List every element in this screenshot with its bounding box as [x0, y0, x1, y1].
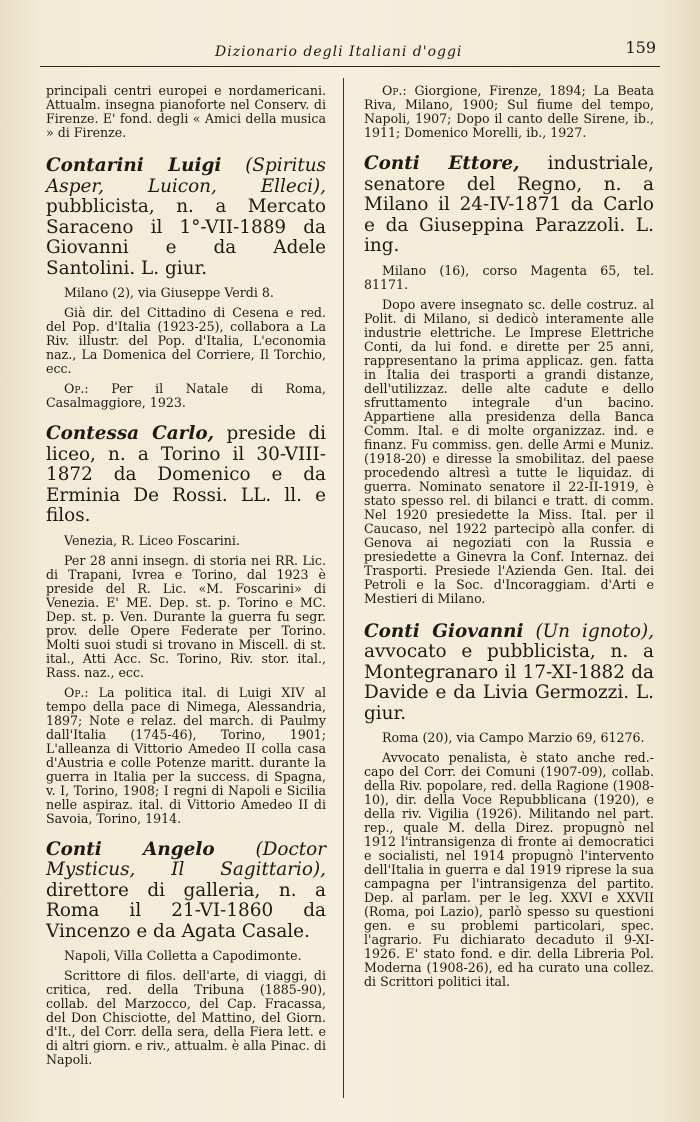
entry-description: avvocato e pubblicista, n. a Montegranaro il 17-XI-1882 da Davide e da Livia Germozzi. L. giur.	[364, 641, 654, 724]
entry-address: Napoli, Villa Colletta a Capodimonte.	[64, 948, 302, 963]
entry-works	[46, 686, 326, 826]
entry-name: Contarini Luigi	[46, 155, 222, 176]
entry-pseudonym: (Spiritus Asper, Luicon, Elleci),	[46, 155, 326, 197]
entry-conti-angelo	[46, 840, 326, 1068]
works-label: Op.:	[382, 83, 407, 98]
entry-conti-giovanni	[364, 622, 654, 990]
entry-body: Per 28 anni insegn. di storia nei RR. Lic. di Trapani, Ivrea e Torino, dal 1923 è preside del R. Lic. «M. Foscarini» di Venezia. E' ME. Dep. st. p. Torino e MC. Dep. st. p. Ven. Durante la guerra fu segr. prov. delle Opere Federate per Torino. Molti suoi studi si trovano in Miscell. di st. ital., Atti Acc. Sc. Torino, Riv. stor. ital., Rass. naz., ecc.	[46, 552, 326, 680]
entry-name: Contessa Carlo,	[46, 423, 214, 444]
right-column	[364, 84, 654, 1003]
continuation-works	[364, 84, 654, 140]
entry-description: direttore di galleria, n. a Roma il 21-VI-1860 da Vincenzo e da Agata Casale.	[46, 879, 326, 942]
works-list: Per il Natale di Roma, Casalmaggiore, 1923.	[46, 381, 326, 410]
entry-address: Roma (20), via Campo Marzio 69, 61276.	[382, 730, 645, 745]
entry-description: pubblicista, n. a Mercato Saraceno il 1°-VII-1889 da Giovanni e da Adele Santolini. L. giur.	[46, 196, 326, 279]
column-divider	[343, 78, 344, 1098]
entry-works	[46, 382, 326, 410]
entry-heading	[46, 156, 326, 279]
entry-description: industriale, senatore del Regno, n. a Milano il 24-IV-1871 da Carlo e da Giuseppina Parazzoli. L. ing.	[364, 153, 654, 256]
running-title: Dizionario degli Italiani d'oggi	[215, 44, 463, 60]
works-list: Giorgione, Firenze, 1894; La Beata Riva, Milano, 1900; Sul fiume del tempo, Napoli, 1907; Dopo il canto delle Sirene, ib., 1911; Domenico Morelli, ib., 1927.	[364, 83, 654, 140]
works-list: La politica ital. di Luigi XIV al tempo della pace di Nimega, Alessandria, 1897; Note e relaz. del march. di Paulmy dall'Italia (1745-46), Torino, 1901; L'alleanza di Vittorio Amedeo II colla casa d'Austria e colle Potenze maritt. durante la guerra in Italia per la success. di Spagna, v. I, Torino, 1908; I regni di Napoli e Sicilia nelle aspiraz. ital. di Vittorio Amedeo II di Savoia, Torino, 1914.	[46, 684, 326, 826]
entry-pseudonym: (Doctor Mysticus, Il Sagittario),	[46, 838, 326, 880]
works-label: Op.:	[64, 684, 89, 700]
page-header	[40, 36, 660, 67]
entry-address: Venezia, R. Liceo Foscarini.	[64, 532, 240, 548]
entry-heading	[46, 840, 326, 943]
entry-body: Avvocato penalista, è stato anche red.-capo del Corr. dei Comuni (1907-09), collab. della Riv. popolare, red. della Ragione (1908-10), dir. della Voce Repubblicana (1920), e della riv. Vigilia (1926). Militando nel part. rep., quale M. della Direz. propugnò nel 1912 l'intransigenza di fronte ai democratici e socialisti, nel 1914 propugnò l'intervento dell'Italia in guerra e dal 1919 riprese la sua campagna per l'intransigenza del partito. Dep. al parlam. per le leg. XXVI e XXVII (Roma, poi Lazio), parlò spesso su questioni gen. e su problemi particolari, spec. l'agrario. Fu dichiarato decaduto il 9-XI-1926. E' stato fond. e dir. della Libreria Pol. Moderna (1908-26), ed ha curato una collez. di Scrittori politici ital.	[364, 750, 654, 989]
entry-body: Scrittore di filos. dell'arte, di viaggi, di critica, red. della Tribuna (1885-90), collab. del Marzocco, del Cap. Fracassa, del Don Chisciotte, del Mattino, del Giorn. d'It., del Corr. della sera, della Fiera lett. e di altri giorn. e riv., attualm. è alla Pinac. di Napoli.	[46, 968, 326, 1067]
entry-address: Milano (2), via Giuseppe Verdi 8.	[64, 285, 274, 300]
entry-body: Dopo avere insegnato sc. delle costruz. al Polit. di Milano, si dedicò interamente alle industrie elettriche. Le Imprese Elettriche Conti, da lui fond. e dirette per 25 anni, rappresentano la prima applicaz. gen. fatta in Italia dei trasporti a grandi distanze, dell'utilizzaz. delle alte cadute e dello sfruttamento integrale d'un bacino. Appartiene alla presidenza della Banca Comm. Ital. e di molte organizzaz. ind. e finanz. Fu commiss. gen. delle Armi e Muniz. (1918-20) e diresse la smobilitaz. del paese procedendo altresì a tutte le liquidaz. di guerra. Nominato senatore il 22-II-1919, è stato spesso rel. di bilanci e tratt. di comm. Nel 1920 presiedette la Miss. Ital. per il Caucaso, nel 1922 partecipò alla confer. di Genova ai negoziati con la Russia e presiedette a Ginevra la Conf. Internaz. dei Trasporti. Presiede l'Azienda Gen. Ital. dei Petroli e la Soc. d'Incoraggiam. d'Arti e Mestieri di Milano.	[364, 296, 654, 606]
entry-name: Conti Ettore,	[364, 153, 520, 174]
entry-name: Conti Giovanni	[364, 620, 524, 642]
entry-heading	[46, 424, 326, 527]
page-number: 159	[625, 38, 656, 57]
entry-conti-ettore	[364, 154, 654, 606]
entry-contarini-luigi	[46, 156, 326, 410]
continuation-text: principali centri europei e nordamericani. Attualm. insegna pianoforte nel Conserv. di Firenze. E' fond. degli « Amici della musica » di Firenze.	[46, 83, 326, 140]
entry-description: preside di liceo, n. a Torino il 30-VIII-1872 da Domenico e da Erminia De Rossi. LL. ll. e filos.	[46, 423, 326, 526]
left-column	[46, 84, 326, 1081]
entry-name: Conti Angelo	[46, 838, 215, 860]
entry-heading	[364, 154, 654, 257]
entry-body: Già dir. del Cittadino di Cesena e red. del Pop. d'Italia (1923-25), collabora a La Riv. illustr. del Pop. d'Italia, L'economia naz., La Domenica del Corriere, Il Torchio, ecc.	[46, 305, 326, 376]
entry-contessa-carlo	[46, 424, 326, 826]
entry-pseudonym: (Un ignoto),	[535, 620, 654, 642]
entry-address: Milano (16), corso Magenta 65, tel. 81171.	[364, 262, 654, 292]
entry-heading	[364, 622, 654, 725]
works-label: Op.:	[64, 381, 89, 396]
